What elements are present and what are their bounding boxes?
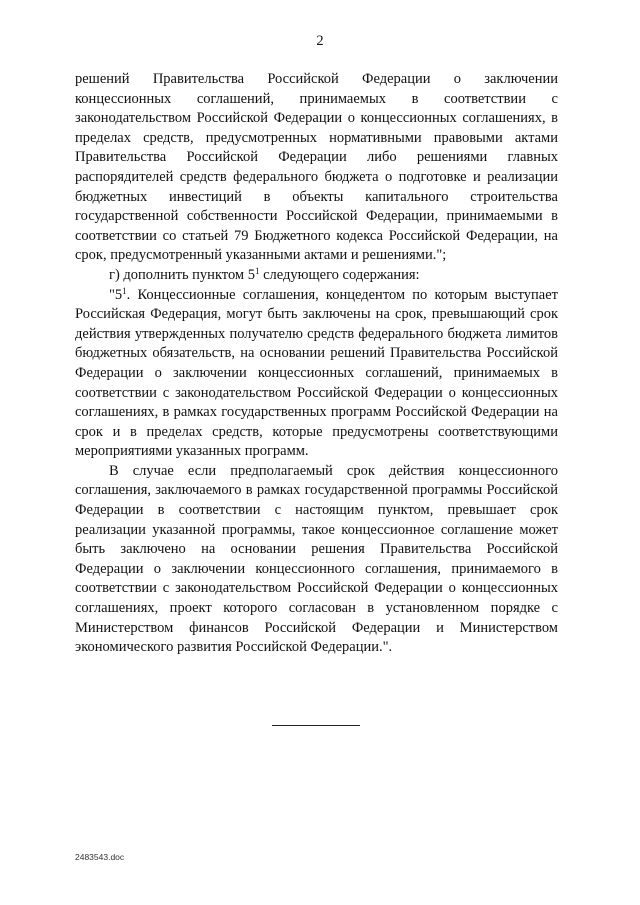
point-5-1-superscript: 1	[122, 285, 127, 296]
amendment-g-superscript: 1	[254, 265, 260, 276]
amendment-g-text: г) дополнить пунктом 5	[109, 266, 255, 283]
paragraph-amendment-g	[75, 266, 558, 286]
closing-divider	[272, 725, 360, 726]
page-number: 2	[316, 33, 324, 49]
point-5-1-number: "5	[109, 286, 123, 303]
document-file-id: 2483543.doc	[75, 852, 125, 862]
paragraph-term-exceeds: В случае если предполагаемый срок действия концессионного соглашения, заключаемого в рамках государственной программы Российской Федерации в соответствии с настоящим пунктом, превышает срок реализации указанной программы, такое концессионное соглашение может быть заключено на основании решения Правительства Российской Федерации о заключении концессионного соглашения, принимаемого в соответствии с законодательством Российской Федерации о концессионных соглашениях, проект которого согласован в установленном порядке с Министерством финансов Российской Федерации и Министерством экономического развития Российской Федерации.".	[75, 462, 558, 656]
paragraph-continuation: решений Правительства Российской Федерации о заключении концессионных соглашений, принимаемых в соответствии с законодательством Российской Федерации о концессионных соглашениях, в пределах средств, предусмотренных нормативными правовыми актами Правительства Российской Федерации либо решениями главных распорядителей средств федерального бюджета о подготовке и реализации бюджетных инвестиций в объекты капитального строительства государственной собственности Российской Федерации, принимаемыми в соответствии со статьей 79 Бюджетного кодекса Российской Федерации, на срок, предусмотренный указанными актами и решениями.";	[75, 71, 558, 264]
paragraph-point-5-1	[75, 286, 558, 462]
document-body	[75, 70, 558, 658]
amendment-g-text-end: следующего содержания:	[259, 266, 420, 283]
point-5-1-text: . Концессионные соглашения, концедентом по которым выступает Российская Федерация, могут быть заключены на срок, превышающий срок действия утвержденных получателю средств федерального бюджета лимитов бюджетных обязательств, на основании решений Правительства Российской Федерации о заключении концессионных соглашений, принимаемых в соответствии с законодательством Российской Федерации о концессионных соглашениях, в рамках государственных программ Российской Федерации на срок и в пределах средств, которые предусмотрены соответствующими мероприятиями указанных программ.	[75, 286, 558, 460]
